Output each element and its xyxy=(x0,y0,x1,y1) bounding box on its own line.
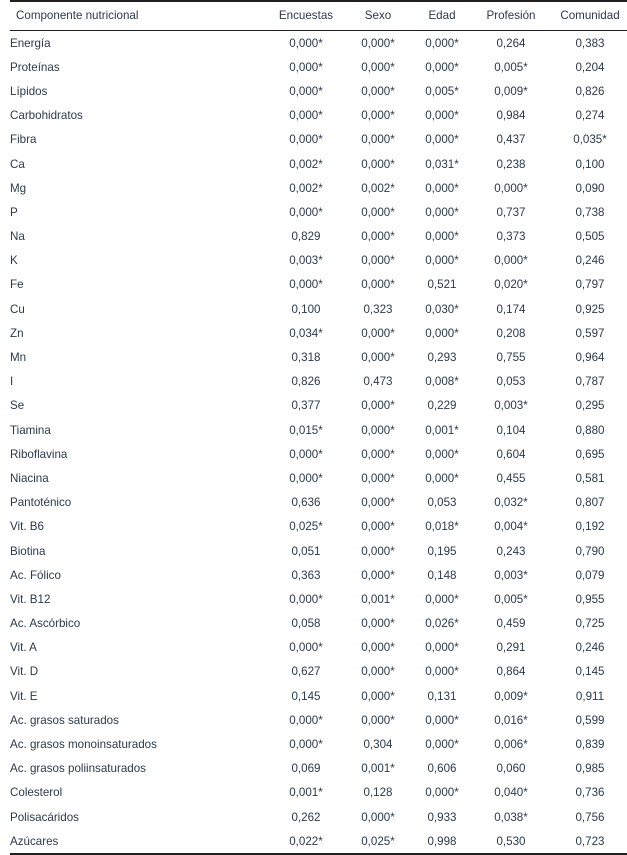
column-header-sexo: Sexo xyxy=(345,1,411,31)
cell-encuestas: 0,025* xyxy=(289,520,323,534)
cell-edad: 0,000* xyxy=(425,447,459,461)
cell-sexo: 0,473 xyxy=(363,375,393,389)
cell-encuestas: 0,000* xyxy=(289,641,323,655)
cell-sexo: 0,000* xyxy=(361,520,395,534)
cell-encuestas: 0,100 xyxy=(291,302,321,316)
table-row xyxy=(10,31,627,56)
cell-comunidad: 0,597 xyxy=(575,326,605,340)
cell-edad: 0,293 xyxy=(427,351,457,365)
row-label: Vit. A xyxy=(10,641,37,655)
cell-comunidad: 0,599 xyxy=(575,713,605,727)
cell-comunidad: 0,246 xyxy=(575,641,605,655)
cell-sexo: 0,323 xyxy=(363,302,393,316)
cell-edad: 0,001* xyxy=(425,423,459,437)
cell-encuestas: 0,051 xyxy=(291,544,321,558)
table-row xyxy=(10,466,627,490)
table-row xyxy=(10,805,627,829)
table-row xyxy=(10,79,627,103)
cell-sexo: 0,000* xyxy=(361,568,395,582)
table-row xyxy=(10,249,627,273)
cell-sexo: 0,000* xyxy=(361,665,395,679)
cell-comunidad: 0,145 xyxy=(575,665,605,679)
cell-edad: 0,000* xyxy=(425,471,459,485)
table-row xyxy=(10,732,627,756)
row-label: Lípidos xyxy=(10,84,48,98)
table-row xyxy=(10,515,627,539)
cell-profesion: 0,000* xyxy=(494,181,528,195)
cell-edad: 0,031* xyxy=(425,157,459,171)
cell-profesion: 0,006* xyxy=(494,738,528,752)
cell-edad: 0,030* xyxy=(425,302,459,316)
cell-profesion: 0,243 xyxy=(496,544,526,558)
cell-edad: 0,018* xyxy=(425,520,459,534)
table-row xyxy=(10,757,627,781)
row-label: Mn xyxy=(10,351,27,365)
cell-sexo: 0,000* xyxy=(361,326,395,340)
table-row xyxy=(10,491,627,515)
table-row xyxy=(10,370,627,394)
cell-sexo: 0,128 xyxy=(363,786,393,800)
cell-sexo: 0,000* xyxy=(361,60,395,74)
row-label: Niacina xyxy=(10,471,49,485)
cell-profesion: 0,291 xyxy=(496,641,526,655)
cell-encuestas: 0,015* xyxy=(289,423,323,437)
cell-encuestas: 0,001* xyxy=(289,786,323,800)
cell-edad: 0,229 xyxy=(427,399,457,413)
cell-sexo: 0,025* xyxy=(345,829,411,854)
cell-profesion: 0,437 xyxy=(496,133,526,147)
cell-edad: 0,521 xyxy=(427,278,457,292)
cell-profesion: 0,038* xyxy=(494,810,528,824)
cell-encuestas: 0,003* xyxy=(289,254,323,268)
cell-sexo: 0,000* xyxy=(361,423,395,437)
cell-comunidad: 0,797 xyxy=(575,278,605,292)
cell-comunidad: 0,955 xyxy=(575,592,605,606)
cell-encuestas: 0,829 xyxy=(291,230,321,244)
cell-encuestas: 0,058 xyxy=(291,617,321,631)
cell-profesion: 0,737 xyxy=(496,205,526,219)
cell-comunidad: 0,985 xyxy=(575,762,605,776)
cell-encuestas: 0,000* xyxy=(289,592,323,606)
cell-edad: 0,000* xyxy=(425,713,459,727)
row-label: Vit. D xyxy=(10,665,39,679)
cell-edad: 0,000* xyxy=(425,133,459,147)
row-label: Riboflavina xyxy=(10,447,68,461)
cell-comunidad: 0,736 xyxy=(575,786,605,800)
cell-profesion: 0,530 xyxy=(473,829,549,854)
table-row xyxy=(10,176,627,200)
row-label: Biotina xyxy=(10,544,46,558)
cell-sexo: 0,000* xyxy=(361,278,395,292)
table-row xyxy=(10,539,627,563)
table-row xyxy=(10,321,627,345)
cell-comunidad: 0,738 xyxy=(575,205,605,219)
table-row xyxy=(10,104,627,128)
header-row xyxy=(10,1,627,31)
table-row xyxy=(10,273,627,297)
cell-edad: 0,000* xyxy=(425,36,459,50)
row-label: Vit. E xyxy=(10,689,38,703)
cell-profesion: 0,373 xyxy=(496,230,526,244)
cell-edad: 0,998 xyxy=(411,829,473,854)
cell-sexo: 0,001* xyxy=(361,592,395,606)
cell-sexo: 0,000* xyxy=(361,617,395,631)
table-row xyxy=(10,587,627,611)
row-label: Ac. Ascórbico xyxy=(10,617,81,631)
cell-encuestas: 0,002* xyxy=(289,157,323,171)
cell-comunidad: 0,756 xyxy=(575,810,605,824)
cell-comunidad: 0,581 xyxy=(575,471,605,485)
table-row xyxy=(10,684,627,708)
cell-sexo: 0,000* xyxy=(361,496,395,510)
table-row xyxy=(10,225,627,249)
cell-encuestas: 0,069 xyxy=(291,762,321,776)
cell-sexo: 0,000* xyxy=(361,447,395,461)
cell-sexo: 0,001* xyxy=(361,762,395,776)
cell-edad: 0,000* xyxy=(425,641,459,655)
row-label: Polisacáridos xyxy=(10,810,79,824)
cell-comunidad: 0,880 xyxy=(575,423,605,437)
row-label: Fe xyxy=(10,278,24,292)
table-row xyxy=(10,636,627,660)
cell-profesion: 0,238 xyxy=(496,157,526,171)
cell-edad: 0,000* xyxy=(425,592,459,606)
cell-edad: 0,053 xyxy=(427,496,457,510)
cell-profesion: 0,032* xyxy=(494,496,528,510)
column-header-comunidad: Comunidad xyxy=(549,1,627,31)
row-label: Mg xyxy=(10,181,27,195)
table-row xyxy=(10,345,627,369)
cell-encuestas: 0,826 xyxy=(291,375,321,389)
cell-sexo: 0,000* xyxy=(361,109,395,123)
cell-profesion: 0,009* xyxy=(494,689,528,703)
row-label: Ac. grasos monoinsaturados xyxy=(10,738,157,752)
cell-edad: 0,000* xyxy=(425,738,459,752)
row-label: Carbohidratos xyxy=(10,109,83,123)
cell-profesion: 0,459 xyxy=(496,617,526,631)
table-row xyxy=(10,442,627,466)
row-label: Energía xyxy=(10,36,51,50)
cell-comunidad: 0,100 xyxy=(575,157,605,171)
table-row xyxy=(10,781,627,805)
table-row xyxy=(10,612,627,636)
cell-edad: 0,000* xyxy=(425,205,459,219)
cell-comunidad: 0,787 xyxy=(575,375,605,389)
cell-profesion: 0,003* xyxy=(494,399,528,413)
cell-edad: 0,000* xyxy=(425,109,459,123)
cell-encuestas: 0,262 xyxy=(291,810,321,824)
cell-comunidad: 0,192 xyxy=(575,520,605,534)
cell-profesion: 0,000* xyxy=(494,254,528,268)
cell-comunidad: 0,839 xyxy=(575,738,605,752)
cell-profesion: 0,604 xyxy=(496,447,526,461)
cell-encuestas: 0,000* xyxy=(289,713,323,727)
row-label: Colesterol xyxy=(10,786,63,800)
cell-profesion: 0,004* xyxy=(494,520,528,534)
column-header-componente: Componente nutricional xyxy=(10,1,267,31)
cell-sexo: 0,000* xyxy=(361,810,395,824)
cell-edad: 0,000* xyxy=(425,181,459,195)
cell-edad: 0,008* xyxy=(425,375,459,389)
cell-edad: 0,000* xyxy=(425,254,459,268)
cell-profesion: 0,060 xyxy=(496,762,526,776)
row-label: Se xyxy=(10,399,25,413)
cell-sexo: 0,000* xyxy=(361,544,395,558)
cell-encuestas: 0,000* xyxy=(289,447,323,461)
cell-edad: 0,195 xyxy=(427,544,457,558)
table-body xyxy=(10,31,627,855)
cell-edad: 0,005* xyxy=(425,84,459,98)
row-label: Pantoténico xyxy=(10,496,72,510)
table-row xyxy=(10,394,627,418)
cell-comunidad: 0,925 xyxy=(575,302,605,316)
column-header-encuestas: Encuestas xyxy=(267,1,345,31)
cell-edad: 0,606 xyxy=(427,762,457,776)
row-label: Ac. grasos poliinsaturados xyxy=(10,762,146,776)
cell-encuestas: 0,000* xyxy=(289,109,323,123)
cell-profesion: 0,174 xyxy=(496,302,526,316)
cell-encuestas: 0,318 xyxy=(291,351,321,365)
cell-edad: 0,000* xyxy=(425,665,459,679)
cell-sexo: 0,000* xyxy=(361,689,395,703)
cell-profesion: 0,003* xyxy=(494,568,528,582)
cell-sexo: 0,000* xyxy=(361,471,395,485)
table-row xyxy=(10,829,627,854)
cell-sexo: 0,000* xyxy=(361,351,395,365)
cell-comunidad: 0,505 xyxy=(575,230,605,244)
cell-profesion: 0,864 xyxy=(496,665,526,679)
row-label: Ca xyxy=(10,157,25,171)
row-label: I xyxy=(10,375,14,389)
table-row xyxy=(10,200,627,224)
cell-edad: 0,933 xyxy=(427,810,457,824)
table-row xyxy=(10,418,627,442)
cell-sexo: 0,304 xyxy=(363,738,393,752)
cell-sexo: 0,000* xyxy=(361,36,395,50)
cell-comunidad: 0,964 xyxy=(575,351,605,365)
cell-encuestas: 0,000* xyxy=(289,36,323,50)
row-label: Na xyxy=(10,230,25,244)
cell-profesion: 0,009* xyxy=(494,84,528,98)
row-label: P xyxy=(10,205,18,219)
cell-encuestas: 0,000* xyxy=(289,471,323,485)
row-label: Vit. B12 xyxy=(10,592,51,606)
cell-encuestas: 0,000* xyxy=(289,738,323,752)
cell-comunidad: 0,246 xyxy=(575,254,605,268)
cell-comunidad: 0,090 xyxy=(575,181,605,195)
row-label: Ac. grasos saturados xyxy=(10,713,119,727)
row-label: Fibra xyxy=(10,133,37,147)
cell-encuestas: 0,034* xyxy=(289,326,323,340)
cell-comunidad: 0,204 xyxy=(575,60,605,74)
cell-comunidad: 0,725 xyxy=(575,617,605,631)
table-header xyxy=(10,1,627,31)
table-row xyxy=(10,55,627,79)
table-row xyxy=(10,297,627,321)
row-label: Proteínas xyxy=(10,60,60,74)
cell-sexo: 0,000* xyxy=(361,230,395,244)
cell-sexo: 0,000* xyxy=(361,157,395,171)
cell-profesion: 0,005* xyxy=(494,592,528,606)
cell-encuestas: 0,145 xyxy=(291,689,321,703)
cell-sexo: 0,000* xyxy=(361,254,395,268)
cell-profesion: 0,755 xyxy=(496,351,526,365)
cell-encuestas: 0,000* xyxy=(289,133,323,147)
cell-sexo: 0,000* xyxy=(361,641,395,655)
cell-encuestas: 0,022* xyxy=(267,829,345,854)
cell-edad: 0,000* xyxy=(425,786,459,800)
cell-sexo: 0,000* xyxy=(361,84,395,98)
cell-comunidad: 0,807 xyxy=(575,496,605,510)
column-header-edad: Edad xyxy=(411,1,473,31)
cell-sexo: 0,000* xyxy=(361,133,395,147)
cell-profesion: 0,104 xyxy=(496,423,526,437)
cell-edad: 0,000* xyxy=(425,230,459,244)
cell-profesion: 0,040* xyxy=(494,786,528,800)
cell-edad: 0,148 xyxy=(427,568,457,582)
cell-profesion: 0,455 xyxy=(496,471,526,485)
table-row xyxy=(10,152,627,176)
cell-encuestas: 0,363 xyxy=(291,568,321,582)
cell-profesion: 0,016* xyxy=(494,713,528,727)
cell-encuestas: 0,636 xyxy=(291,496,321,510)
cell-encuestas: 0,002* xyxy=(289,181,323,195)
cell-comunidad: 0,295 xyxy=(575,399,605,413)
row-label: Zn xyxy=(10,326,24,340)
cell-sexo: 0,002* xyxy=(361,181,395,195)
cell-comunidad: 0,035* xyxy=(573,133,607,147)
row-label: Vit. B6 xyxy=(10,520,44,534)
table-row xyxy=(10,708,627,732)
cell-comunidad: 0,383 xyxy=(575,36,605,50)
nutritional-significance-table xyxy=(10,0,627,855)
cell-encuestas: 0,000* xyxy=(289,60,323,74)
cell-profesion: 0,020* xyxy=(494,278,528,292)
cell-profesion: 0,005* xyxy=(494,60,528,74)
cell-comunidad: 0,079 xyxy=(575,568,605,582)
cell-sexo: 0,000* xyxy=(361,205,395,219)
row-label: Azúcares xyxy=(10,829,267,854)
cell-edad: 0,026* xyxy=(425,617,459,631)
cell-encuestas: 0,000* xyxy=(289,84,323,98)
table-row xyxy=(10,128,627,152)
cell-comunidad: 0,826 xyxy=(575,84,605,98)
cell-encuestas: 0,000* xyxy=(289,278,323,292)
cell-sexo: 0,000* xyxy=(361,399,395,413)
cell-edad: 0,000* xyxy=(425,60,459,74)
cell-comunidad: 0,790 xyxy=(575,544,605,558)
cell-edad: 0,000* xyxy=(425,326,459,340)
row-label: Tiamina xyxy=(10,423,51,437)
cell-comunidad: 0,274 xyxy=(575,109,605,123)
cell-encuestas: 0,627 xyxy=(291,665,321,679)
row-label: K xyxy=(10,254,18,268)
cell-comunidad: 0,911 xyxy=(575,689,605,703)
cell-encuestas: 0,000* xyxy=(289,205,323,219)
row-label: Cu xyxy=(10,302,25,316)
column-header-profesion: Profesión xyxy=(473,1,549,31)
table-row xyxy=(10,660,627,684)
cell-comunidad: 0,723 xyxy=(549,829,627,854)
cell-profesion: 0,984 xyxy=(496,109,526,123)
cell-sexo: 0,000* xyxy=(361,713,395,727)
cell-comunidad: 0,695 xyxy=(575,447,605,461)
cell-edad: 0,131 xyxy=(427,689,457,703)
row-label: Ac. Fólico xyxy=(10,568,61,582)
cell-profesion: 0,208 xyxy=(496,326,526,340)
table-row xyxy=(10,563,627,587)
cell-profesion: 0,053 xyxy=(496,375,526,389)
cell-encuestas: 0,377 xyxy=(291,399,321,413)
cell-profesion: 0,264 xyxy=(496,36,526,50)
